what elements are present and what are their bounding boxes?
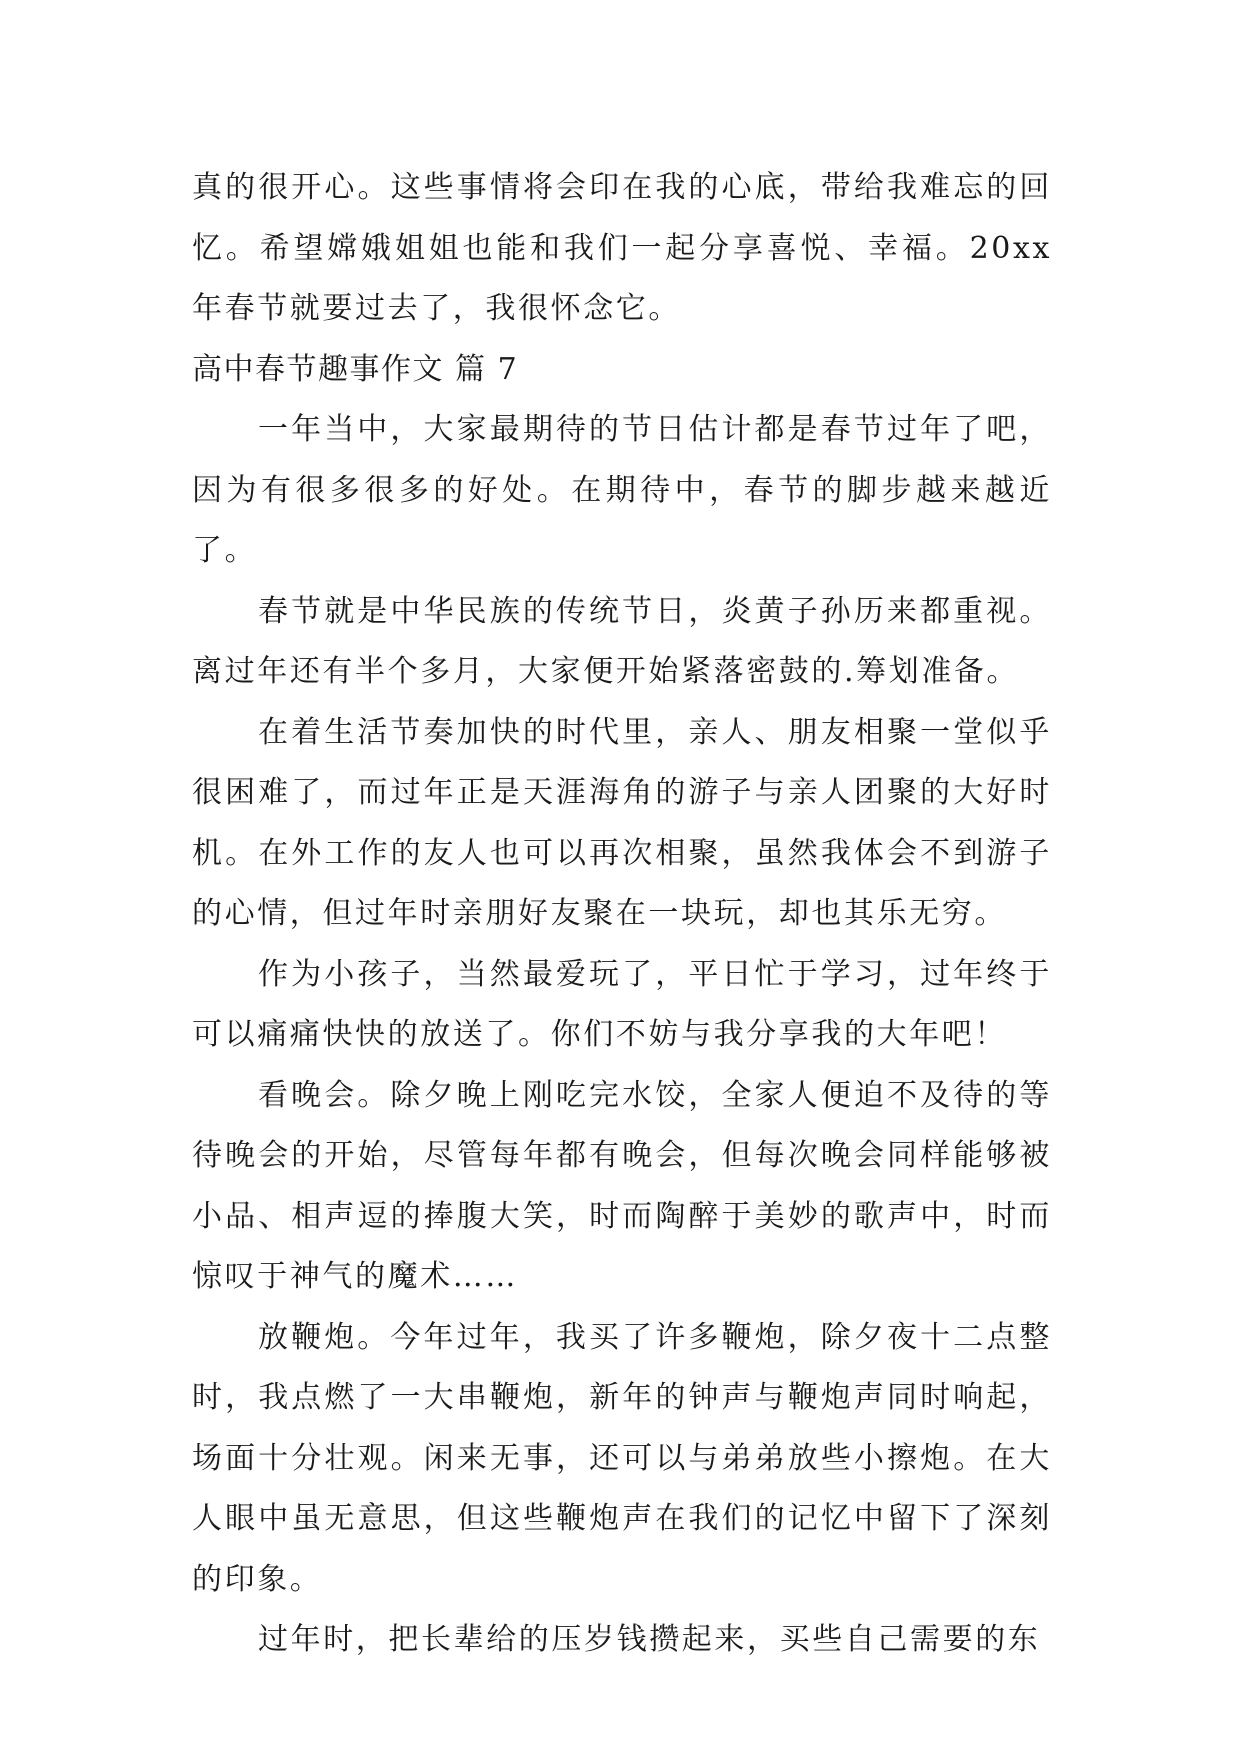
continued-paragraph: 真的很开心。这些事情将会印在我的心底，带给我难忘的回忆。希望嫦娥姐姐也能和我们一起分享喜悦、幸福。20xx 年春节就要过去了，我很怀念它。 [192, 170, 1052, 326]
paragraph-5: 看晚会。除夕晚上刚吃完水饺，全家人便迫不及待的等待晚会的开始，尽管每年都有晚会，但每次晚会同样能够被小品、相声逗的捧腹大笑，时而陶醉于美妙的歌声中，时而惊叹于神气的魔术…… [192, 1077, 1052, 1294]
paragraph-4: 作为小孩子，当然最爱玩了，平日忙于学习，过年终于可以痛痛快快的放送了。你们不妨与我分享我的大年吧！ [192, 956, 1052, 1052]
paragraph-1: 一年当中，大家最期待的节日估计都是春节过年了吧，因为有很多很多的好处。在期待中，春节的脚步越来越近了。 [192, 412, 1052, 568]
paragraph-2: 春节就是中华民族的传统节日，炎黄子孙历来都重视。离过年还有半个多月，大家便开始紧落密鼓的.筹划准备。 [192, 593, 1052, 689]
paragraph-3: 在着生活节奏加快的时代里，亲人、朋友相聚一堂似乎很困难了，而过年正是天涯海角的游子与亲人团聚的大好时机。在外工作的友人也可以再次相聚，虽然我体会不到游子的心情，但过年时亲朋好友聚在一块玩，却也其乐无穷。 [192, 714, 1052, 931]
section-heading: 高中春节趣事作文 篇 7 [192, 351, 519, 387]
paragraph-6: 放鞭炮。今年过年，我买了许多鞭炮，除夕夜十二点整时，我点燃了一大串鞭炮，新年的钟声与鞭炮声同时响起，场面十分壮观。闲来无事，还可以与弟弟放些小擦炮。在大人眼中虽无意思，但这些鞭炮声在我们的记忆中留下了深刻的印象。 [192, 1319, 1052, 1597]
document-body [192, 158, 1052, 1671]
paragraph-7: 过年时，把长辈给的压岁钱攒起来，买些自己需要的东 [258, 1622, 1041, 1657]
